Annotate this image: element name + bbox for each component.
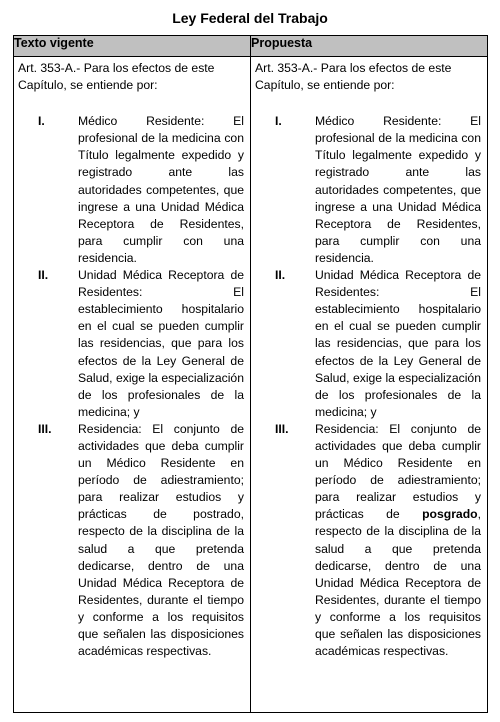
highlighted-change: posgrado bbox=[422, 507, 478, 522]
item-text: Médico Residente: El profesional de la medicina con Título legalmente expedido y registrado ante las autoridades competentes, que ingrese a una Unidad Médica Receptora de Residentes, para cumplir con una residencia. bbox=[78, 114, 244, 265]
proposal-item-3 bbox=[255, 421, 483, 660]
item-text: Unidad Médica Receptora de Residentes: El establecimiento hospitalario en el cual se pueden cumplir las residencias, que para los efectos de la Ley General de Salud, exige la especialización de los profesionales de la medicina; y bbox=[78, 268, 244, 419]
item-text: Residencia: El conjunto de actividades que deba cumplir un Médico Residente en período de adiestramiento; para realizar estudios y prácticas de postrado, respecto de la disciplina de la salud a que pretenda dedicarse, dentro de una Unidad Médica Receptora de Residentes, durante el tiempo y conforme a los requisitos que señalen las disposiciones académicas respectivas. bbox=[78, 421, 244, 659]
item-number: II. bbox=[38, 268, 49, 283]
item-text: Unidad Médica Receptora de Residentes: El establecimiento hospitalario en el cual se pueden cumplir las residencias, que para los efectos de la Ley General de Salud, exige la especialización de los profesionales de la medicina; y bbox=[315, 268, 481, 419]
proposal-item-2 bbox=[255, 267, 483, 421]
current-item-2 bbox=[18, 267, 246, 421]
item-number: I. bbox=[38, 114, 45, 129]
proposal-item-1 bbox=[255, 113, 483, 267]
item-number: I. bbox=[275, 114, 282, 129]
table-body-row bbox=[14, 57, 488, 713]
current-item-3 bbox=[18, 421, 246, 660]
item-text bbox=[315, 421, 483, 660]
current-item-1 bbox=[18, 113, 246, 267]
column-header-proposal: Propuesta bbox=[251, 36, 488, 57]
column-header-current-text: Texto vigente bbox=[14, 36, 251, 57]
proposal-article-intro: Art. 353-A.- Para los efectos de este Capítulo, se entiende por: bbox=[255, 61, 452, 93]
current-text-cell bbox=[14, 57, 251, 713]
table-header-row bbox=[14, 36, 488, 57]
item-text: Médico Residente: El profesional de la medicina con Título legalmente expedido y registrado ante las autoridades competentes, que ingrese a una Unidad Médica Receptora de Residentes, para cumplir con una residencia. bbox=[315, 114, 481, 265]
item-text-end: , respecto de la disciplina de la salud a que pretenda dedicarse, dentro de una Unidad Médica Receptora de Residentes, durante el tiempo y conforme a los requisitos que señalen las disposiciones académicas respectivas. bbox=[315, 507, 481, 659]
proposal-text-cell bbox=[251, 57, 488, 713]
item-number: II. bbox=[275, 268, 286, 283]
comparison-table bbox=[13, 35, 488, 713]
item-text-start: Residencia: El conjunto de actividades que deba cumplir un Médico Residente en período de adiestramiento; para realizar estudios y prácticas de bbox=[315, 421, 481, 522]
current-article-intro: Art. 353-A.- Para los efectos de este Capítulo, se entiende por: bbox=[18, 61, 215, 93]
item-number: III. bbox=[275, 421, 289, 436]
item-number: III. bbox=[38, 421, 52, 436]
document-title: Ley Federal del Trabajo bbox=[172, 10, 328, 26]
